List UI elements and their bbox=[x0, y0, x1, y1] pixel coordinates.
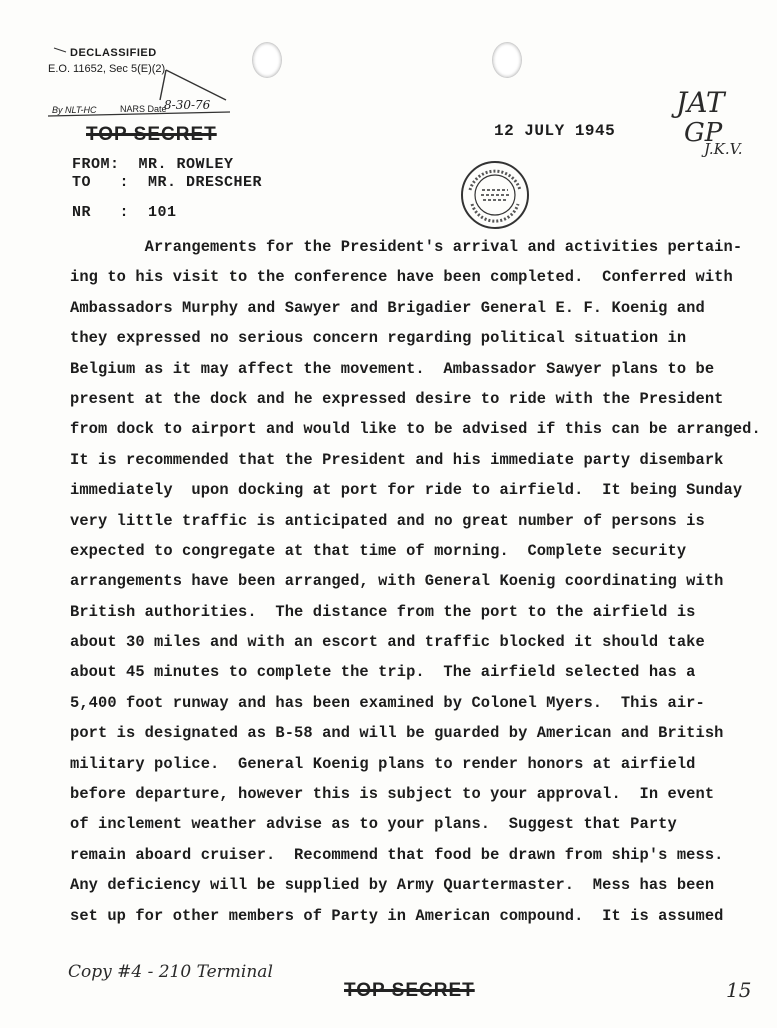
body-line: about 30 miles and with an escort and traffic blocked it should take bbox=[70, 633, 705, 652]
truman-library-stamp-icon bbox=[460, 160, 530, 230]
nars-date-value: 8-30-76 bbox=[164, 98, 211, 112]
to-line: TO : MR. DRESCHER bbox=[72, 174, 263, 191]
body-line: remain aboard cruiser. Recommend that food be drawn from ship's mess. bbox=[70, 845, 724, 864]
body-line: It is recommended that the President and his immediate party disembark bbox=[70, 450, 724, 469]
body-line: ing to his visit to the conference have been completed. Conferred with bbox=[70, 268, 733, 287]
body-line: Ambassadors Murphy and Sawyer and Brigadier General E. F. Koenig and bbox=[70, 298, 705, 317]
nars-date-label: NARS Date bbox=[120, 104, 167, 114]
body-line: Any deficiency will be supplied by Army Quartermaster. Mess has been bbox=[70, 876, 715, 895]
body-line: very little traffic is anticipated and no great number of persons is bbox=[70, 511, 705, 530]
declassification-stamp bbox=[44, 40, 234, 120]
declassified-by: By NLT-HC bbox=[52, 105, 97, 115]
page-number-handwriting: 15 bbox=[726, 978, 752, 1002]
body-line: British authorities. The distance from the port to the airfield is bbox=[70, 602, 696, 621]
body-line: of inclement weather advise as to your plans. Suggest that Party bbox=[70, 815, 677, 834]
body-line: about 45 minutes to complete the trip. The airfield selected has a bbox=[70, 663, 696, 682]
copy-number-handwriting: Copy #4 - 210 Terminal bbox=[68, 962, 273, 982]
handwritten-initials-3: J.K.V. bbox=[704, 140, 743, 158]
body-line: military police. General Koenig plans to render honors at airfield bbox=[70, 754, 696, 773]
document-date: 12 JULY 1945 bbox=[494, 122, 616, 140]
body-line: expected to congregate at that time of morning. Complete security bbox=[70, 541, 687, 560]
body-line: present at the dock and he expressed desire to ride with the President bbox=[70, 389, 724, 408]
handwritten-initials-1: JAT bbox=[676, 86, 725, 119]
punch-hole-right bbox=[492, 42, 522, 78]
body-line: 5,400 foot runway and has been examined by Colonel Myers. This air- bbox=[70, 693, 705, 712]
from-line: FROM: MR. ROWLEY bbox=[72, 156, 234, 173]
body-line: they expressed no serious concern regarding political situation in bbox=[70, 329, 687, 348]
body-line: port is designated as B-58 and will be guarded by American and British bbox=[70, 724, 724, 743]
message-body bbox=[70, 232, 772, 931]
handwritten-initials-2: GP bbox=[684, 118, 723, 148]
body-line: Arrangements for the President's arrival and activities pertain- bbox=[70, 238, 743, 256]
body-line: arrangements have been arranged, with General Koenig coordinating with bbox=[70, 572, 724, 591]
body-line: before departure, however this is subject to your approval. In event bbox=[70, 785, 715, 804]
nr-line: NR : 101 bbox=[72, 204, 177, 221]
classification-bottom: TOP SECRET bbox=[344, 980, 475, 1001]
body-line: set up for other members of Party in American compound. It is assumed bbox=[70, 906, 724, 925]
declassified-title: DECLASSIFIED bbox=[70, 47, 157, 59]
body-line: Belgium as it may affect the movement. Ambassador Sawyer plans to be bbox=[70, 359, 715, 378]
body-line: immediately upon docking at port for ride to airfield. It being Sunday bbox=[70, 481, 743, 500]
body-line: from dock to airport and would like to be advised if this can be arranged. bbox=[70, 420, 761, 439]
declassification-authority: E.O. 11652, Sec 5(E)(2) bbox=[48, 63, 166, 75]
classification-top: TOP SECRET bbox=[86, 124, 217, 145]
punch-hole-left bbox=[252, 42, 282, 78]
